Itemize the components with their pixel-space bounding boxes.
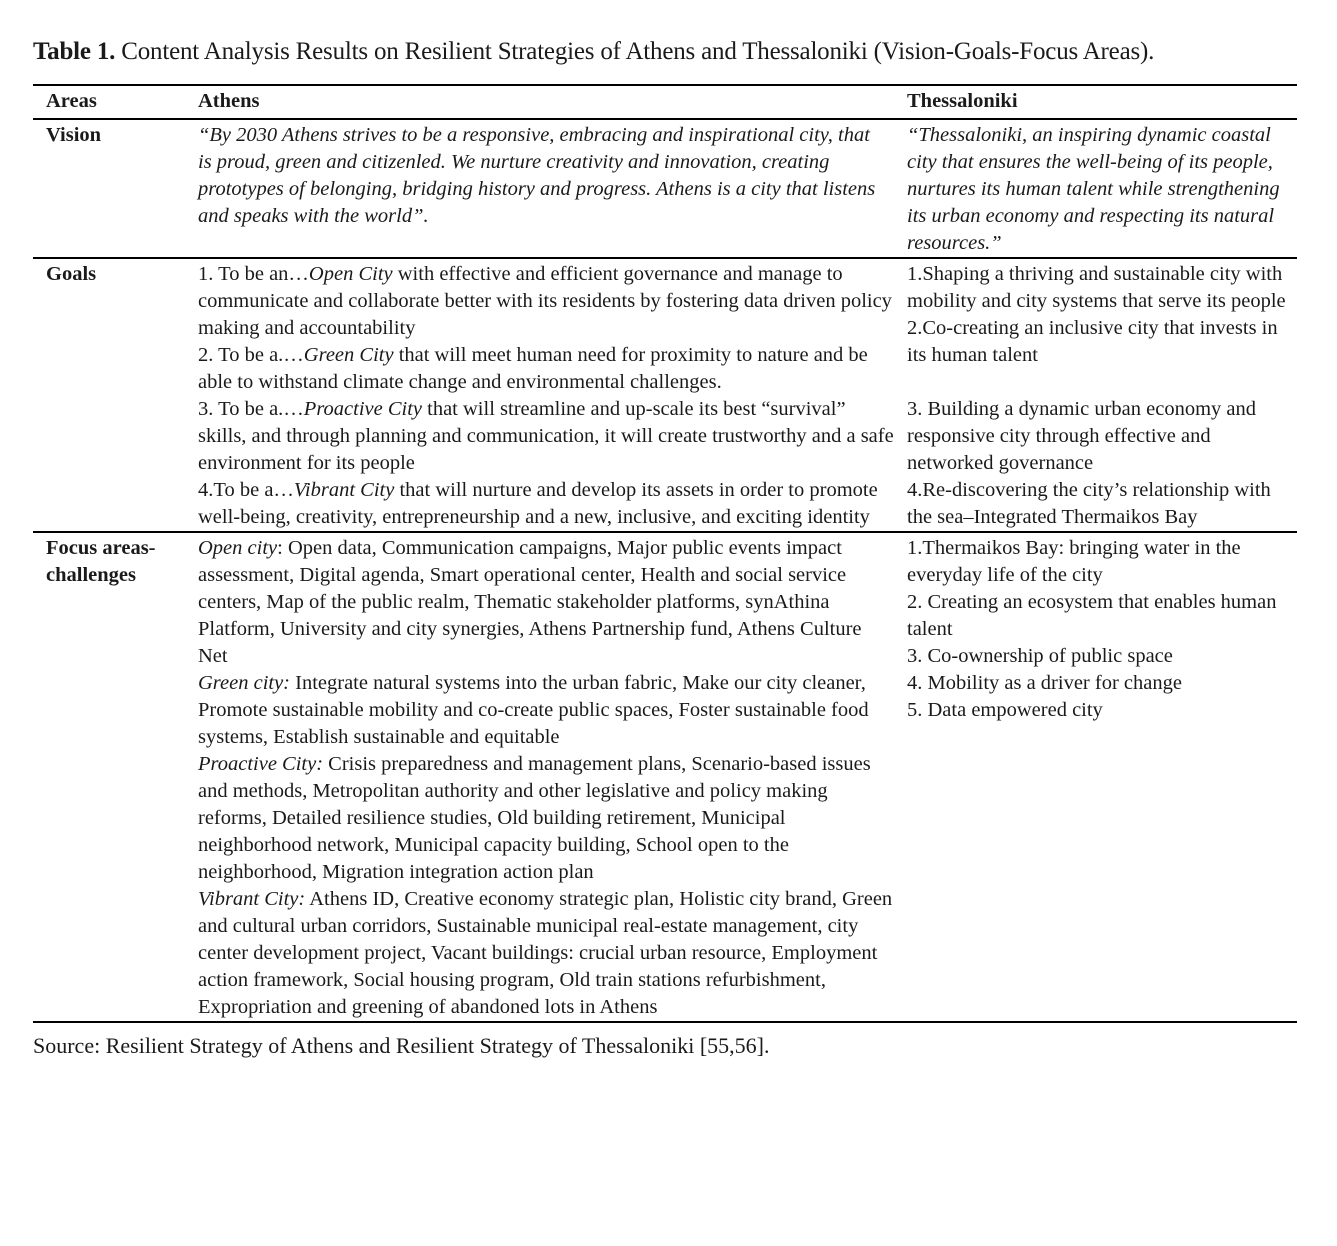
focus-text: Athens ID, Creative economy strategic plan, Holistic city brand, Green and cultural urban corridors, Sustainable municipal real-estate management, city center development project, Vacant buildings: crucial urban resource, Employment action framework, Social housing program, Old train stations refurbishment, Expropriation and greening of abandoned lots in Athens <box>198 888 893 1018</box>
athens-goal-item <box>198 342 894 396</box>
thessaloniki-focus-areas <box>894 532 1297 1022</box>
goal-prefix: 3. To be a.… <box>198 398 304 420</box>
goal-city-type: Open City <box>308 263 393 285</box>
document-page <box>33 34 1297 1083</box>
table-header-row <box>33 85 1297 119</box>
focus-city-type: Green city: <box>198 672 291 694</box>
focus-text: Crisis preparedness and management plans, Scenario-based issues and methods, Metropolitan authority and other legislative and policy making reforms, Detailed resilience studies, Old building retirement, Municipal neighborhood network, Municipal capacity building, School open to the neighborhood, Migration integration action plan <box>198 753 871 883</box>
table-row-vision <box>33 119 1297 258</box>
table-caption <box>33 34 1297 70</box>
thessaloniki-focus-item: 1.Thermaikos Bay: bringing water in the everyday life of the city <box>907 537 1241 586</box>
goal-text: that will meet human need for proximity to nature and be able to withstand climate change and environmental challenges. <box>198 344 868 393</box>
athens-focus-item <box>198 535 894 670</box>
focus-city-type: Proactive City: <box>198 753 324 775</box>
goal-city-type: Proactive City <box>303 398 423 420</box>
athens-goal-item <box>198 261 894 342</box>
goal-prefix: 4.To be a… <box>198 479 294 501</box>
athens-focus-item <box>198 886 894 1021</box>
focus-city-type: Open city <box>198 537 278 559</box>
athens-vision: “By 2030 Athens strives to be a responsive, embracing and inspirational city, that is proud, green and citizenled. We nurture creativity and innovation, creating prototypes of belonging, bridging history and progress. Athens is a city that listens and speaks with the world”. <box>198 124 876 227</box>
goal-prefix: 2. To be a.… <box>198 344 304 366</box>
thessaloniki-focus-item: 5. Data empowered city <box>907 699 1103 721</box>
spacer <box>907 369 1297 396</box>
table-row-goals <box>33 258 1297 532</box>
athens-goal-item <box>198 396 894 477</box>
thessaloniki-goal-item: 3. Building a dynamic urban economy and responsive city through effective and networked governance <box>907 398 1256 474</box>
content-analysis-table <box>33 84 1297 1023</box>
goal-prefix: 1. To be an… <box>198 263 309 285</box>
athens-focus-item <box>198 670 894 751</box>
athens-goal-item <box>198 477 894 531</box>
row-label-vision: Vision <box>46 124 102 146</box>
athens-focus-areas <box>185 532 894 1022</box>
goal-text: that will nurture and develop its assets in order to promote well-being, creativity, entrepreneurship and a new, inclusive, and exciting identity <box>198 479 878 528</box>
goal-text: with effective and efficient governance and manage to communicate and collaborate better with its residents by fostering data driven policy making and accountability <box>198 263 892 339</box>
thessaloniki-focus-item: 4. Mobility as a driver for change <box>907 672 1182 694</box>
thessaloniki-goal-item: 1.Shaping a thriving and sustainable city with mobility and city systems that serve its people <box>907 263 1286 312</box>
thessaloniki-goal-item: 4.Re-discovering the city’s relationship with the sea–Integrated Thermaikos Bay <box>907 479 1271 528</box>
table-caption-text: Content Analysis Results on Resilient Strategies of Athens and Thessaloniki (Vision-Goals-Focus Areas). <box>115 38 1155 65</box>
table-caption-label: Table 1. <box>33 38 116 65</box>
header-thessaloniki: Thessaloniki <box>907 90 1018 112</box>
focus-city-type: Vibrant City: <box>198 888 306 910</box>
thessaloniki-focus-item: 3. Co-ownership of public space <box>907 645 1173 667</box>
goal-text: that will streamline and up-scale its best “survival” skills, and through planning and communication, it will create trustworthy and a safe environment for its people <box>198 398 894 474</box>
row-label-focus-areas: Focus areas-challenges <box>46 537 156 586</box>
thessaloniki-vision: “Thessaloniki, an inspiring dynamic coastal city that ensures the well-being of its people, nurtures its human talent while strengthening its urban economy and respecting its natural resources.” <box>907 124 1280 254</box>
athens-focus-item <box>198 751 894 886</box>
thessaloniki-goals <box>894 258 1297 532</box>
table-source-note: Source: Resilient Strategy of Athens and Resilient Strategy of Thessaloniki [55,56]. <box>33 1033 770 1058</box>
goal-city-type: Vibrant City <box>293 479 395 501</box>
goal-city-type: Green City <box>303 344 394 366</box>
header-areas: Areas <box>46 90 97 112</box>
focus-text: Integrate natural systems into the urban fabric, Make our city cleaner, Promote sustainable mobility and co-create public spaces, Foster sustainable food systems, Establish sustainable and equitable <box>198 672 869 748</box>
athens-goals <box>185 258 894 532</box>
row-label-goals: Goals <box>46 263 97 285</box>
header-athens: Athens <box>198 90 260 112</box>
table-row-focus-areas <box>33 532 1297 1022</box>
separator: : <box>277 537 288 559</box>
focus-text: Open data, Communication campaigns, Major public events impact assessment, Digital agenda, Smart operational center, Health and social service centers, Map of the public realm, Thematic stakeholder platforms, synAthina Platform, University and city synergies, Athens Partnership fund, Athens Culture Net <box>198 537 862 667</box>
thessaloniki-focus-item: 2. Creating an ecosystem that enables human talent <box>907 591 1277 640</box>
thessaloniki-goal-item: 2.Co-creating an inclusive city that invests in its human talent <box>907 317 1278 366</box>
